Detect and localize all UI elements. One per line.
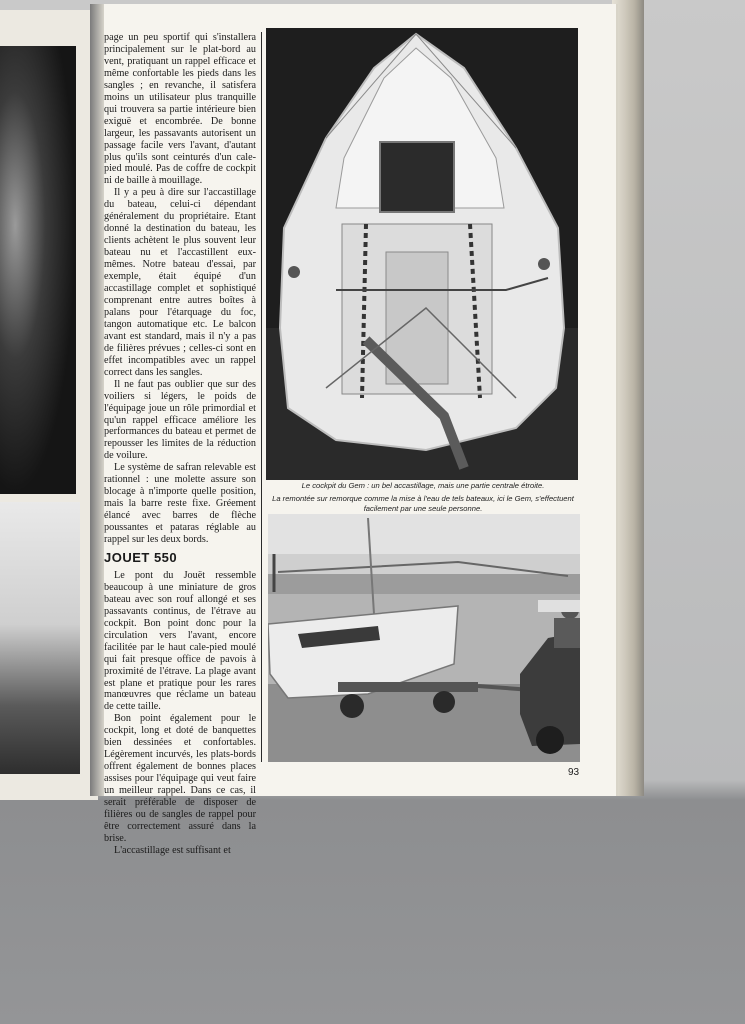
cockpit-photo-drawing xyxy=(266,28,578,480)
trailer-launch-photo xyxy=(268,514,580,762)
photo-caption: La remontée sur remorque comme la mise à l'eau de tels bateaux, ici le Gem, s'effectuent facilement par une seule personne. xyxy=(272,494,574,513)
photo-caption: Le cockpit du Gem : un bel accastillage, mais une partie centrale étroite. xyxy=(301,481,545,490)
trailer-launch-photo-drawing xyxy=(268,514,580,762)
column-rule xyxy=(261,32,262,762)
paragraph: page un peu sportif qui s'installera principalement sur le plat-bord au vent, pratiquant un rappel efficace et même confortable les pieds dans les sangles ; en revanche, il satisfera moins un utilisateur plus tranquille qui trouvera sa partie intérieure bien exiguë et encombrée. De bonne largeur, les passavants autorisent un passage facile vers l'avant, d'autant plus qu'ils sont ceinturés d'un cale-pied moulé. Pas de coffre de cockpit ni de baille à mouillage. xyxy=(104,32,256,187)
previous-page-edge xyxy=(0,10,98,800)
paragraph: Bon point également pour le cockpit, long et doté de banquettes bien dessinées et confortables. Légèrement incurvés, les plats-bords offrent également de bonnes places assises pour l'équipage qui veut faire un meilleur rappel. Dans ce cas, il serait préférable de disposer de filières ou de sangles de rappel pour être correctement assuré dans la brise. xyxy=(104,713,256,844)
cockpit-photo xyxy=(266,28,578,480)
paragraph: Le pont du Jouët ressemble beaucoup à une miniature de gros bateau avec son rouf allongé et ses passavants continus, de l'étrave au cockpit. Bon point donc pour la circulation vers l'avant, encore facilitée par le haut cale-pied moulé qui fait presque office de pavois à proximité de l'étrave. La plage avant est plane et pratique pour les rares manœuvres que réclame un bateau de cette taille. xyxy=(104,569,256,713)
previous-page-photo-bottom xyxy=(0,502,80,774)
paragraph: Il ne faut pas oublier que sur des voiliers si légers, le poids de l'équipage joue un rôle primordial et qu'un rappel efficace améliore les performances du bateau et permet de repousser les limites de la réduction de voilure. xyxy=(104,378,256,462)
binding-gutter xyxy=(90,4,104,796)
article-text-column xyxy=(104,32,256,856)
page-thickness-edge xyxy=(612,0,644,796)
page-number: 93 xyxy=(568,767,580,778)
paragraph: Il y a peu à dire sur l'accastillage du bateau, celui-ci dépendant généralement du propriétaire. Etant donné la destination du bateau, les clients achètent le plus souvent leur bateau nu et l'accastillent eux-mêmes. Notre bateau d'essai, par exemple, était équipé d'un accastillage complet et sophistiqué comprenant entre autres boîtes à palans pour l'étarquage du foc, tangon automatique etc. Le balcon avant est standard, mais il n'y a pas de filières prévues ; celles-ci sont en effet incompatibles avec un rappel correct dans les sangles. xyxy=(104,187,256,378)
paragraph: Le système de safran relevable est rationnel : une molette assure son blocage à n'importe quelle position, mais la barre reste fixe. Gréement élancé avec barres de flèche poussantes et pataras réglable au rappel sur les deux bords. xyxy=(104,462,256,546)
paragraph: L'accastillage est suffisant et xyxy=(114,844,231,856)
section-heading: JOUET 550 xyxy=(104,549,178,565)
previous-page-photo-top xyxy=(0,46,76,494)
